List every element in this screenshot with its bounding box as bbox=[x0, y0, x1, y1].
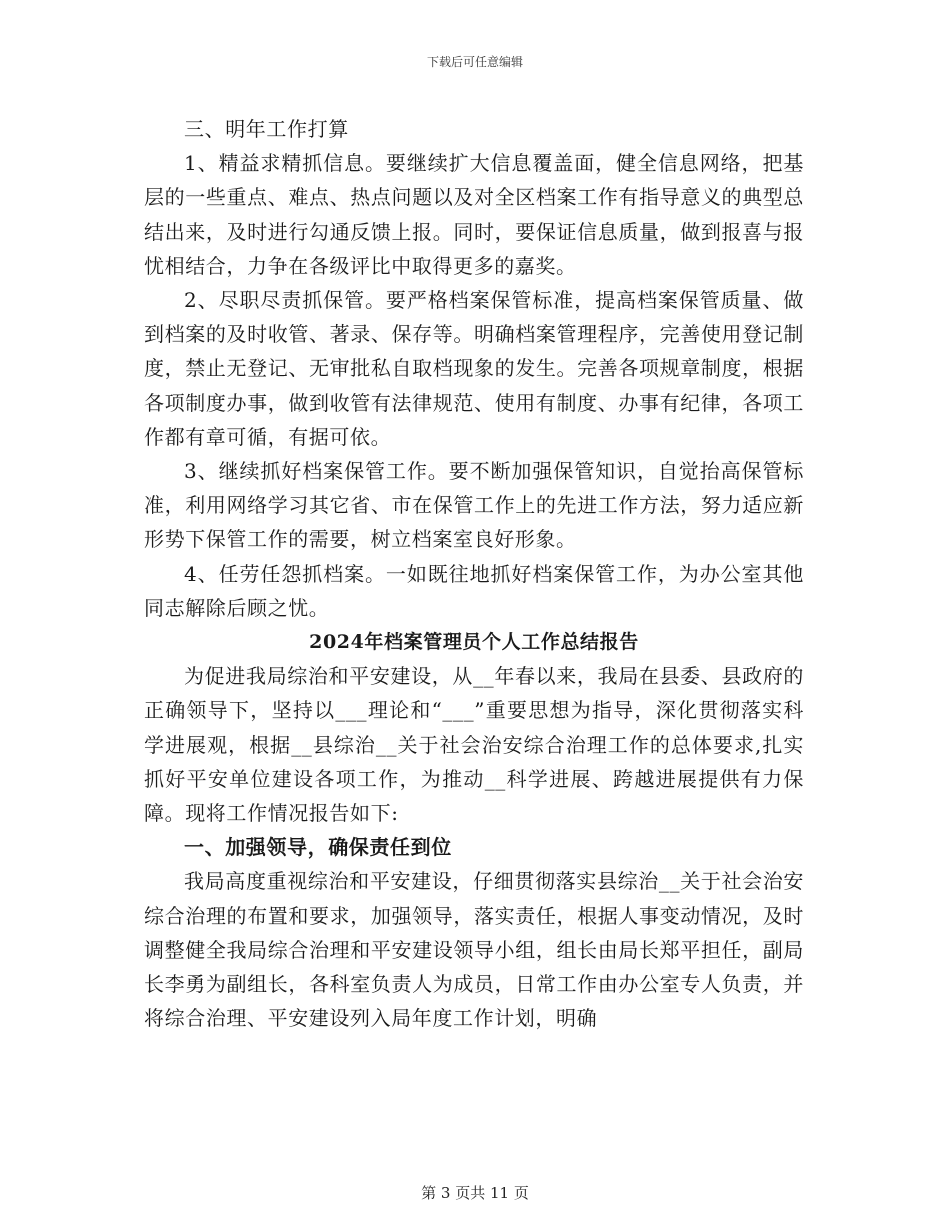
section-heading-plans: 三、明年工作打算 bbox=[184, 117, 349, 141]
page-header: 下载后可任意编辑 bbox=[426, 55, 523, 69]
section-heading-leadership: 一、加强领导，确保责任到位 bbox=[184, 835, 452, 860]
page-footer: 第 3 页共 11 页 bbox=[421, 1184, 529, 1202]
paragraph-leadership: 我局高度重视综治和平安建设，仔细贯彻落实县综治__关于社会治安综合治理的布置和要求，加强领导，落实责任，根据人事变动情况，及时调整健全我局综合治理和平安建设领导小组，组长由局长郑平担任，副局长李勇为副组长，各科室负责人为成员，日常工作由办公室专人负责，并将综合治理、平安建设列入局年度工作计划，明确 bbox=[144, 869, 804, 1031]
paragraph-3: 3、继续抓好档案保管工作。要不断加强保管知识，自觉抬高保管标准，利用网络学习其它省、市在保管工作上的先进工作方法，努力适应新形势下保管工作的需要，树立档案室良好形象。 bbox=[144, 459, 804, 552]
document-body bbox=[144, 112, 804, 1035]
paragraph-2: 2、尽职尽责抓保管。要严格档案保管标准，提高档案保管质量、做到档案的及时收管、著录、保存等。明确档案管理程序，完善使用登记制度，禁止无登记、无审批私自取档现象的发生。完善各项规章制度，根据各项制度办事，做到收管有法律规范、使用有制度、办事有纪律，各项工作都有章可循，有据可依。 bbox=[144, 288, 804, 449]
paragraph-1: 1、精益求精抓信息。要继续扩大信息覆盖面，健全信息网络，把基层的一些重点、难点、热点问题以及对全区档案工作有指导意义的典型总结出来，及时进行勾通反馈上报。同时，要保证信息质量，做到报喜与报忧相结合，力争在各级评比中取得更多的嘉奖。 bbox=[144, 151, 804, 278]
paragraph-intro: 为促进我局综治和平安建设，从__年春以来，我局在县委、县政府的正确领导下，坚持以___理论和“___”重要思想为指导，深化贯彻落实科学进展观，根据__县综治__关于社会治安综合治理工作的总体要求,扎实抓好平安单位建设各项工作，为推动__科学进展、跨越进展提供有力保障。现将工作情况报告如下: bbox=[144, 664, 804, 826]
report-title: 2024年档案管理员个人工作总结报告 bbox=[309, 631, 639, 654]
paragraph-4: 4、任劳任怨抓档案。一如既往地抓好档案保管工作，为办公室其他同志解除后顾之忧。 bbox=[144, 561, 804, 620]
